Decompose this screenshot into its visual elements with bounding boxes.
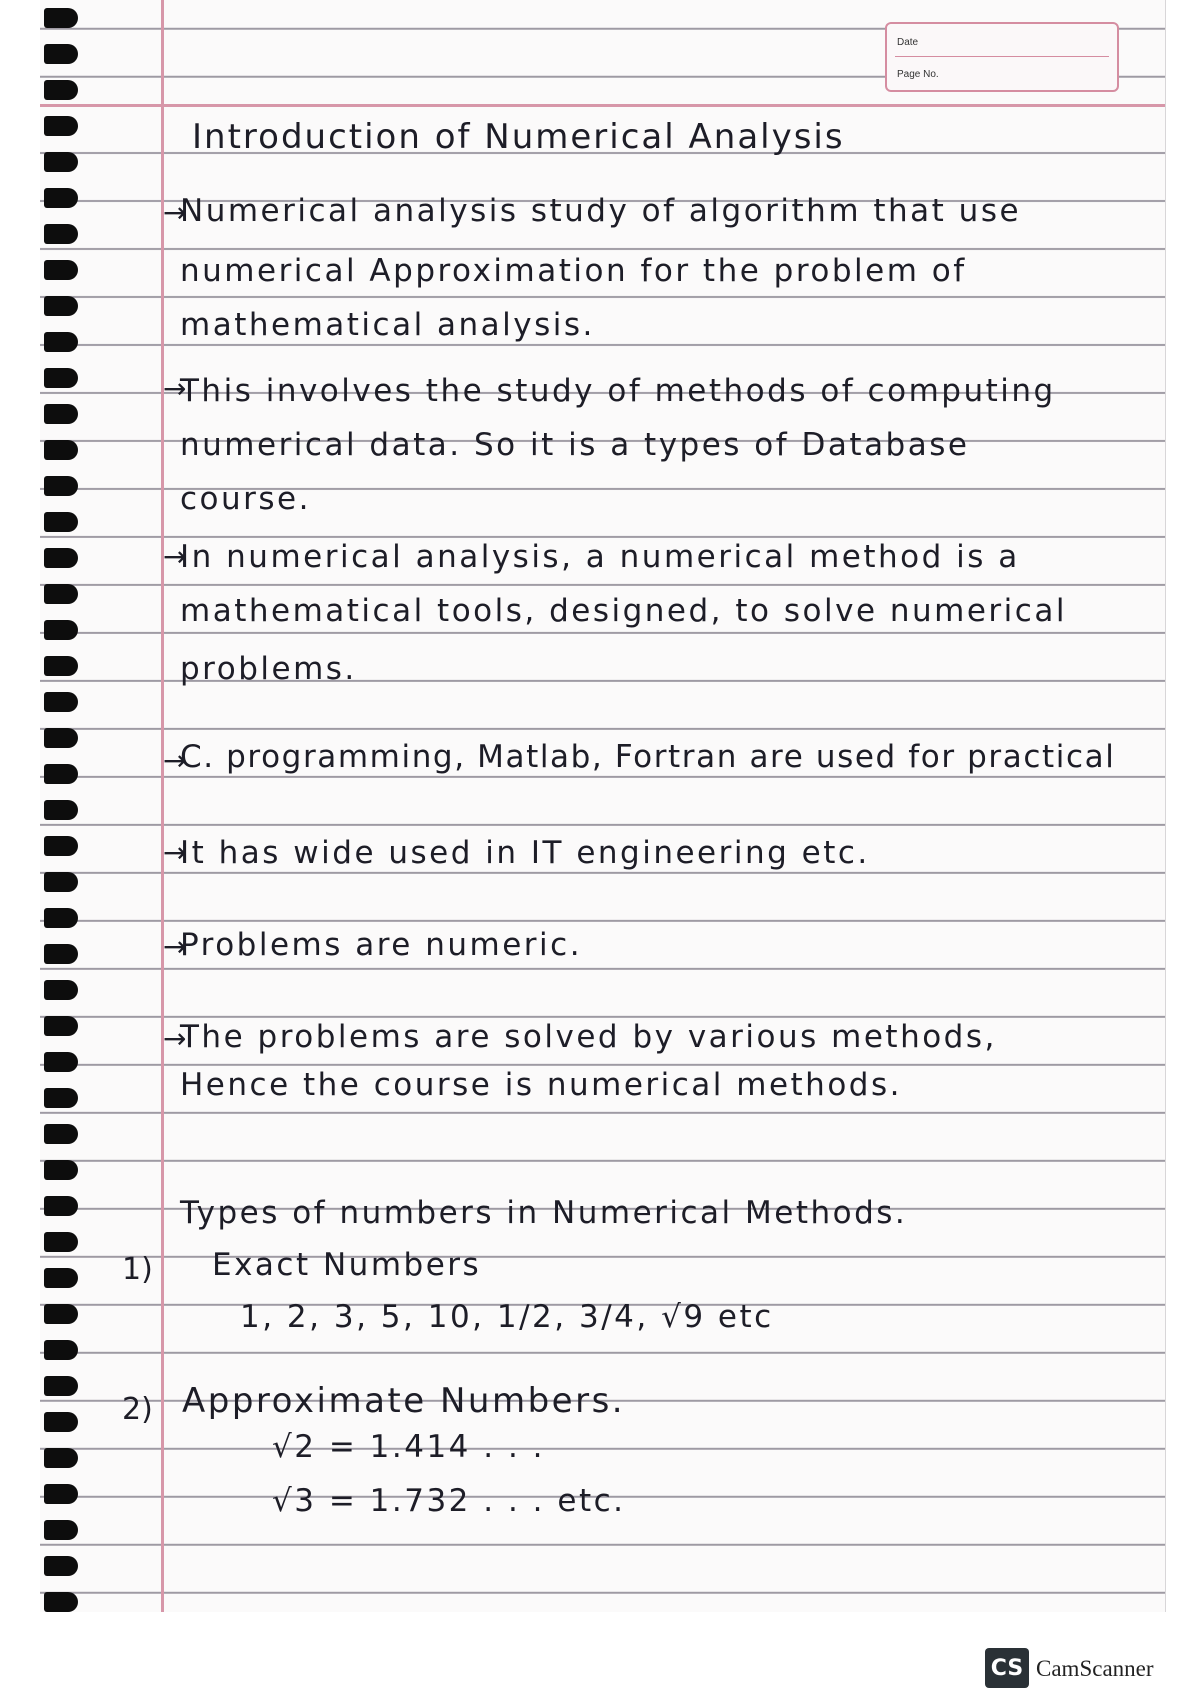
binding-hole	[44, 512, 78, 532]
margin-line	[161, 0, 164, 1612]
binding-hole	[44, 44, 78, 64]
binding-hole	[44, 944, 78, 964]
item-1-label: 1)	[122, 1252, 153, 1287]
point-2-line-2: numerical data. So it is a types of Database	[180, 427, 970, 463]
arrow-icon: →	[163, 372, 187, 405]
binding-hole	[44, 1448, 78, 1468]
binding-hole	[44, 584, 78, 604]
binding-hole	[44, 1340, 78, 1360]
binding-hole	[44, 1052, 78, 1072]
arrow-icon: →	[163, 1022, 187, 1055]
binding-hole	[44, 152, 78, 172]
point-3-line-3: problems.	[180, 651, 357, 687]
binding-hole	[44, 836, 78, 856]
binding-hole	[44, 1304, 78, 1324]
binding-hole	[44, 800, 78, 820]
binding-hole	[44, 368, 78, 388]
point-1-line-1: Numerical analysis study of algorithm that use	[180, 193, 1022, 229]
item-1-name: Exact Numbers	[212, 1247, 482, 1283]
item-2-label: 2)	[122, 1392, 153, 1427]
binding-hole	[44, 548, 78, 568]
binding-hole	[44, 1088, 78, 1108]
point-6-line-1: Problems are numeric.	[180, 927, 583, 963]
item-1-examples: 1, 2, 3, 5, 10, 1/2, 3/4, √9 etc	[240, 1299, 774, 1335]
binding-hole	[44, 1520, 78, 1540]
binding-hole	[44, 1016, 78, 1036]
camscanner-logo: CS	[985, 1648, 1029, 1688]
binding-hole	[44, 80, 78, 100]
point-7-line-1: The problems are solved by various methods,	[180, 1019, 997, 1055]
binding-hole	[44, 1412, 78, 1432]
item-2-example-2: √3 = 1.732 . . . etc.	[272, 1483, 626, 1519]
point-2-line-3: course.	[180, 481, 311, 517]
binding-hole	[44, 260, 78, 280]
binding-hole	[44, 404, 78, 424]
binding-hole	[44, 728, 78, 748]
item-2-name: Approximate Numbers.	[182, 1381, 626, 1421]
arrow-icon: →	[163, 196, 187, 229]
binding-hole	[44, 1160, 78, 1180]
item-2-example-1: √2 = 1.414 . . .	[272, 1429, 546, 1465]
point-2-line-1: This involves the study of methods of computing	[180, 373, 1056, 409]
point-3-line-2: mathematical tools, designed, to solve numerical	[180, 593, 1067, 629]
binding-hole	[44, 764, 78, 784]
binding-hole	[44, 8, 78, 28]
point-5-line-1: It has wide used in IT engineering etc.	[180, 835, 870, 871]
binding-hole	[44, 1376, 78, 1396]
binding-hole	[44, 476, 78, 496]
binding-hole	[44, 692, 78, 712]
binding-hole	[44, 332, 78, 352]
point-4-line-1: C. programming, Matlab, Fortran are used for practical	[180, 739, 1116, 775]
arrow-icon: →	[163, 930, 187, 963]
types-heading: Types of numbers in Numerical Methods.	[180, 1195, 908, 1231]
header-rule	[40, 104, 1165, 107]
point-7-line-2: Hence the course is numerical methods.	[180, 1067, 902, 1103]
binding-hole	[44, 1592, 78, 1612]
date-row	[895, 28, 1109, 57]
binding-hole	[44, 1196, 78, 1216]
binding-hole	[44, 1484, 78, 1504]
page-no-label: Page No.	[897, 69, 939, 80]
binding-hole	[44, 1556, 78, 1576]
binding-hole	[44, 980, 78, 1000]
page-no-row	[895, 60, 1109, 88]
date-label: Date	[897, 37, 919, 48]
binding-hole	[44, 1268, 78, 1288]
spiral-binding	[40, 0, 80, 1612]
binding-hole	[44, 656, 78, 676]
binding-hole	[44, 440, 78, 460]
binding-hole	[44, 908, 78, 928]
binding-hole	[44, 224, 78, 244]
binding-hole	[44, 296, 78, 316]
arrow-icon: →	[163, 836, 187, 869]
binding-hole	[44, 188, 78, 208]
binding-hole	[44, 620, 78, 640]
date-box	[885, 22, 1119, 92]
point-1-line-2: numerical Approximation for the problem of	[180, 253, 967, 289]
point-1-line-3: mathematical analysis.	[180, 307, 595, 343]
binding-hole	[44, 872, 78, 892]
page-title: Introduction of Numerical Analysis	[192, 117, 845, 157]
binding-hole	[44, 1232, 78, 1252]
point-3-line-1: In numerical analysis, a numerical method is a	[180, 539, 1020, 575]
notebook-page	[40, 0, 1166, 1612]
arrow-icon: →	[163, 744, 187, 777]
camscanner-text: CamScanner	[1036, 1656, 1154, 1681]
binding-hole	[44, 116, 78, 136]
binding-hole	[44, 1124, 78, 1144]
arrow-icon: →	[163, 540, 187, 573]
